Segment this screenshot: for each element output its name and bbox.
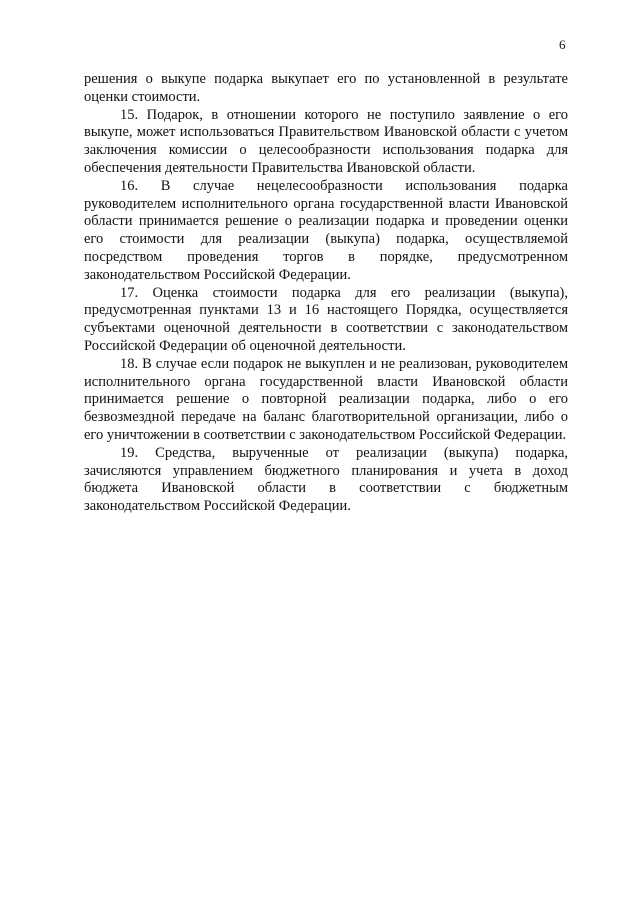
- page-number: 6: [559, 37, 566, 52]
- paragraph-item-18: 18. В случае если подарок не выкуплен и не реализован, руководителем исполнительного органа государственной власти Ивановской области принимается решение о повторной реализации подарка, либо о его безвозмездной передаче на баланс благотворительной организации, либо о его уничтожении в соответствии с законодательством Российской Федерации.: [84, 355, 568, 443]
- paragraph-continuation: решения о выкупе подарка выкупает его по установленной в результате оценки стоимости.: [84, 71, 568, 105]
- document-body: [84, 71, 568, 516]
- paragraph-item-19: 19. Средства, вырученные от реализации (выкупа) подарка, зачисляются управлением бюджетного планирования и учета в доход бюджета Ивановской области в соответствии с бюджетным законодательством Российской Федерации.: [84, 444, 568, 515]
- paragraph-item-16: 16. В случае нецелесообразности использования подарка руководителем исполнительного органа государственной власти Ивановской области принимается решение о реализации подарка и проведении оценки его стоимости для реализации (выкупа) подарка, осуществляемой посредством проведения торгов в порядке, предусмотренном законодательством Российской Федерации.: [84, 177, 568, 283]
- paragraph-item-17: 17. Оценка стоимости подарка для его реализации (выкупа), предусмотренная пунктами 13 и 16 настоящего Порядка, осуществляется субъектами оценочной деятельности в соответствии с законодательством Российской Федерации об оценочной деятельности.: [84, 284, 568, 354]
- paragraph-item-15: 15. Подарок, в отношении которого не поступило заявление о его выкупе, может использоваться Правительством Ивановской области с учетом заключения комиссии о целесообразности использования подарка для обеспечения деятельности Правительства Ивановской области.: [84, 106, 568, 176]
